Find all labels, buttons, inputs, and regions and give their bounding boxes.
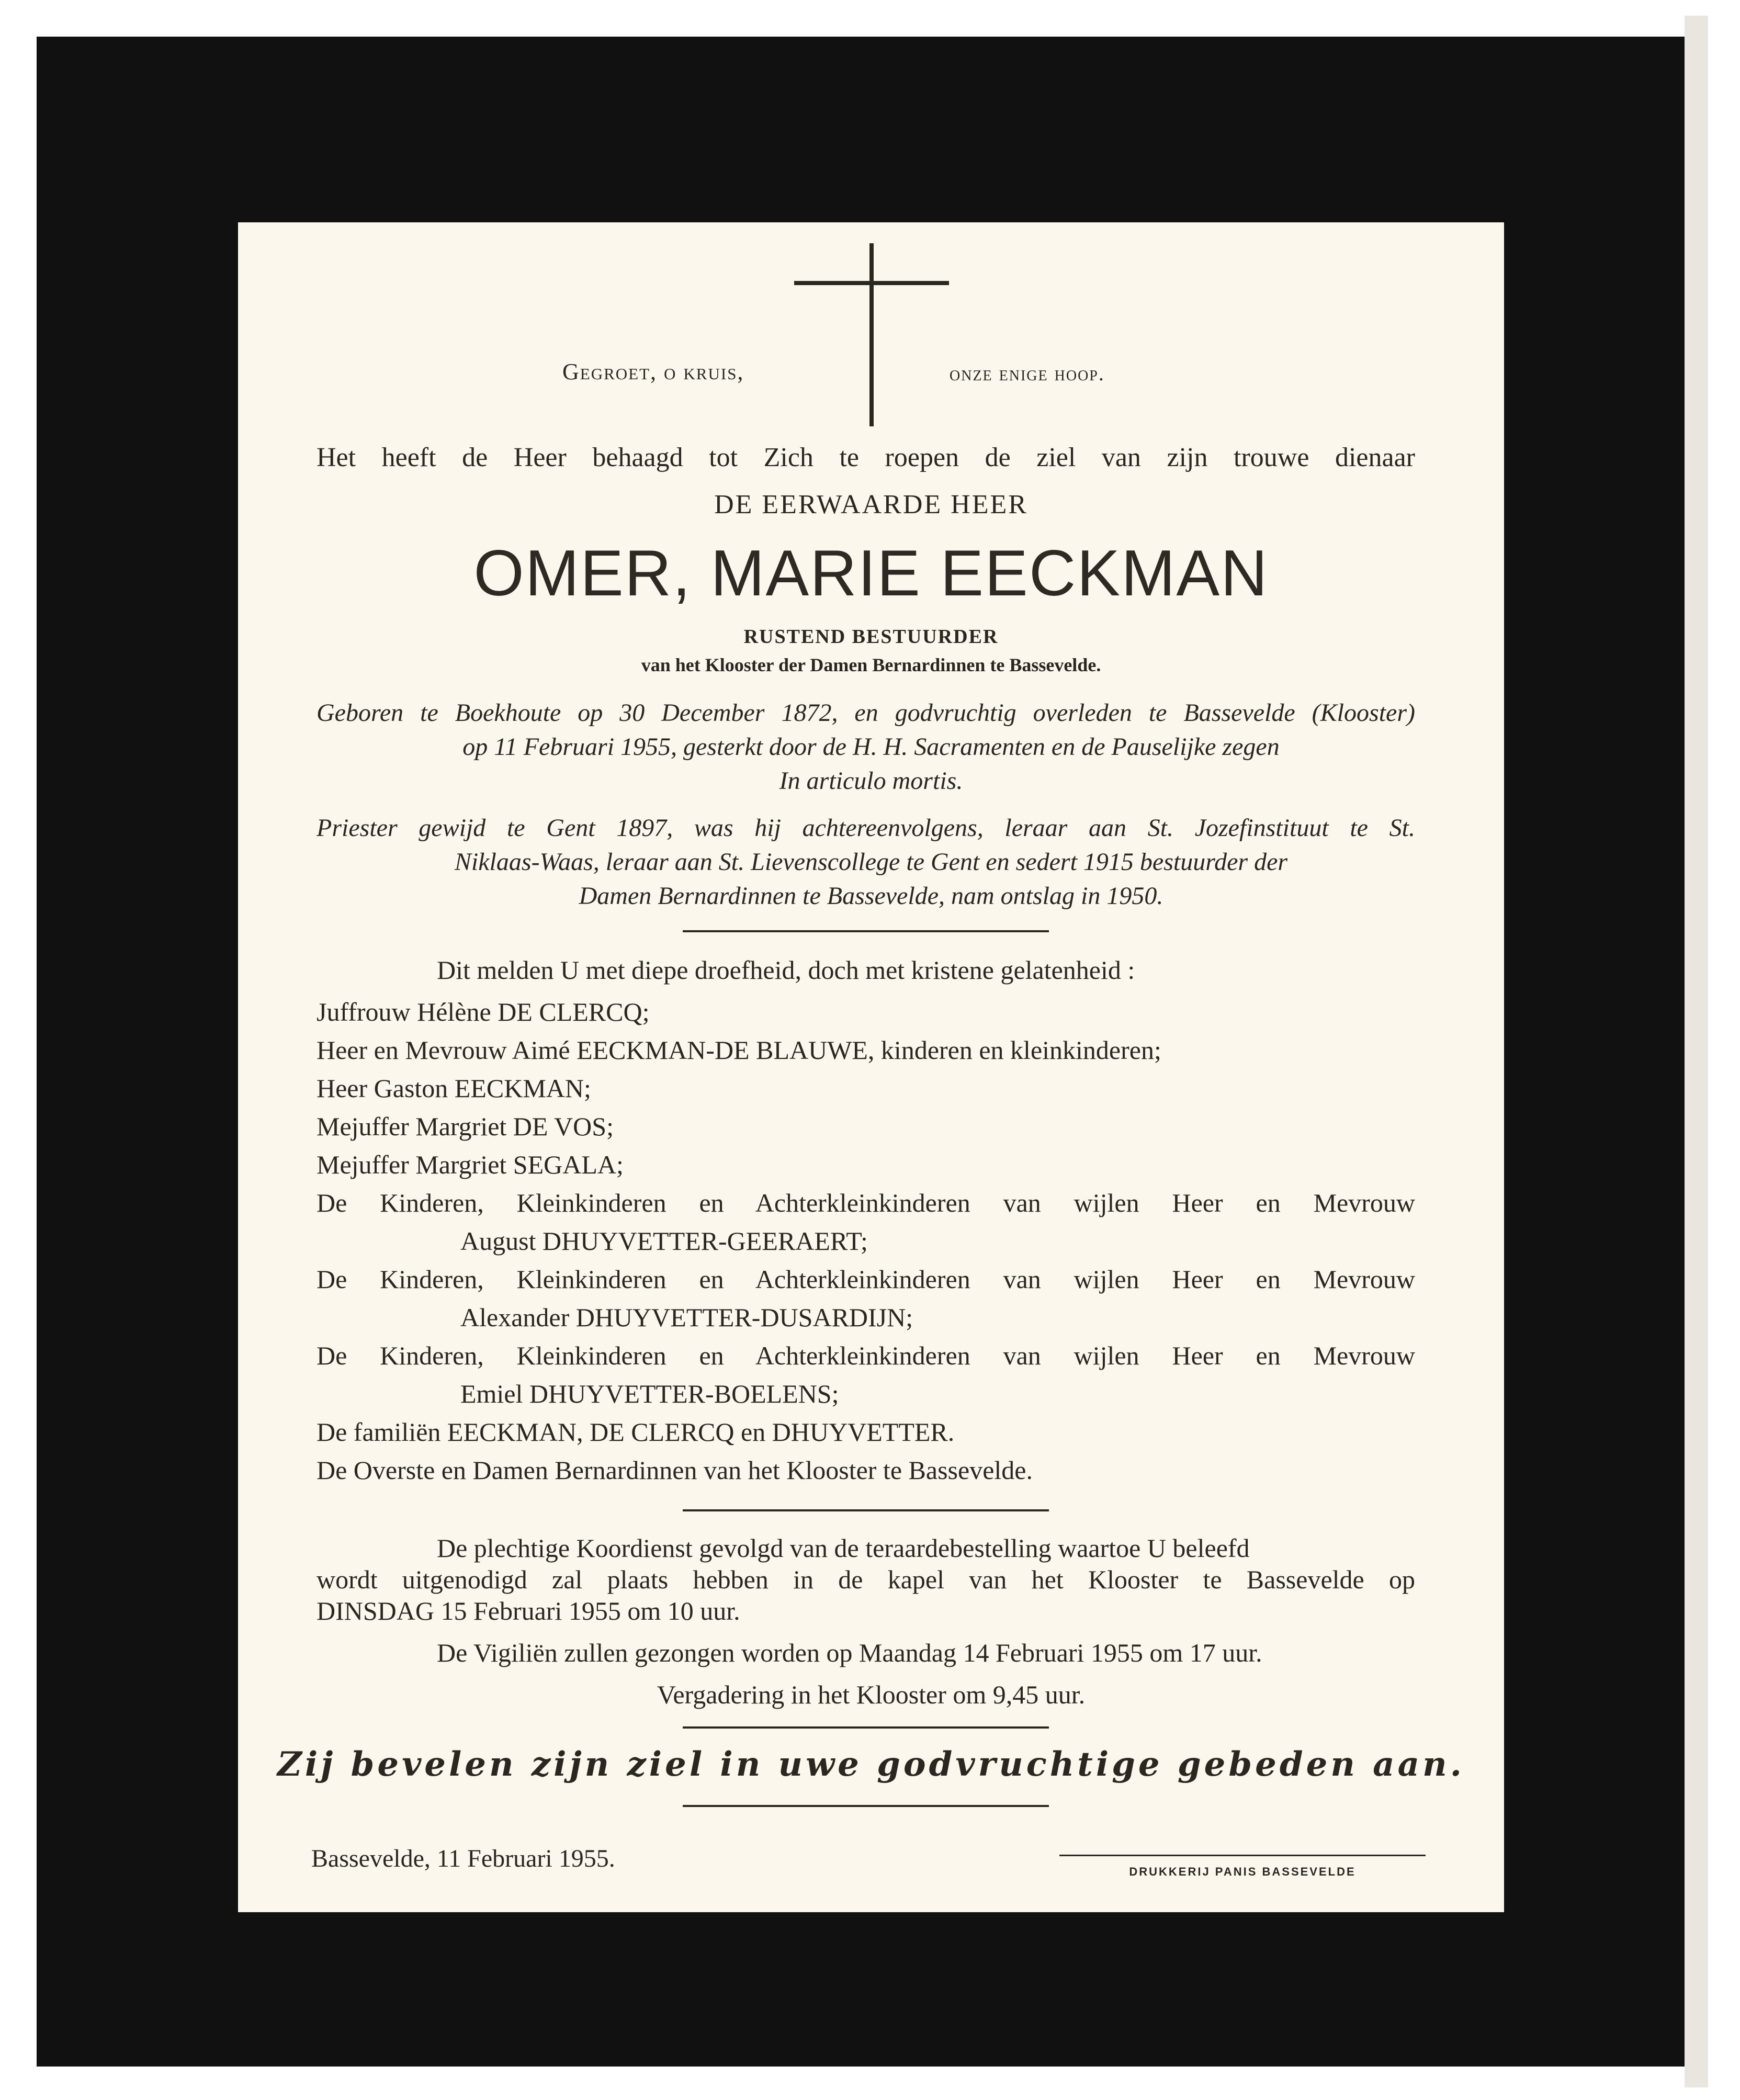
death-notice-card	[238, 222, 1504, 1912]
institution-line: van het Klooster der Damen Bernardinnen te Bassevelde.	[641, 654, 1101, 675]
mourner-line: De Kinderen, Kleinkinderen en Achterkleinkinderen van wijlen Heer en Mevrouw	[317, 1264, 1415, 1294]
mourner-line: Juffrouw Hélène DE CLERCQ;	[317, 997, 650, 1026]
birth-death-line-1: Geboren te Boekhoute op 30 December 1872, en godvruchtig overleden te Bassevelde (Klooster)	[317, 699, 1415, 727]
announcement-intro: Dit melden U met diepe droefheid, doch met kristene gelatenheid :	[437, 955, 1135, 985]
service-line-1: De plechtige Koordienst gevolgd van de teraardebestelling waartoe U beleefd	[437, 1533, 1250, 1563]
cross-icon	[869, 243, 874, 426]
intro-line: Het heeft de Heer behaagd tot Zich te roepen de ziel van zijn trouwe dienaar	[317, 443, 1415, 472]
cross-icon-bar	[794, 281, 949, 285]
mourner-line: Mejuffer Margriet SEGALA;	[317, 1150, 624, 1179]
service-line-2: wordt uitgenodigd zal plaats hebben in de kapel van het Klooster te Bassevelde op	[317, 1565, 1415, 1594]
mourner-line: Emiel DHUYVETTER-BOELENS;	[460, 1379, 839, 1408]
place-date: Bassevelde, 11 Februari 1955.	[311, 1845, 615, 1872]
mourner-line: Heer en Mevrouw Aimé EECKMAN-DE BLAUWE, kinderen en kleinkinderen;	[317, 1035, 1161, 1065]
career-line-3: Damen Bernardinnen te Bassevelde, nam ontslag in 1950.	[579, 882, 1163, 910]
mourner-line: Mejuffer Margriet DE VOS;	[317, 1112, 614, 1141]
birth-death-line-3: In articulo mortis.	[779, 767, 963, 795]
mourner-line: De Kinderen, Kleinkinderen en Achterkleinkinderen van wijlen Heer en Mevrouw	[317, 1188, 1415, 1217]
mourner-line: De familiën EECKMAN, DE CLERCQ en DHUYVETTER.	[317, 1417, 955, 1447]
vigil-line: De Vigiliën zullen gezongen worden op Maandag 14 Februari 1955 om 17 uur.	[437, 1638, 1262, 1667]
career-line-2: Niklaas-Waas, leraar aan St. Lievenscollege te Gent en sedert 1915 bestuurder der	[454, 848, 1288, 876]
divider	[683, 1805, 1049, 1807]
divider	[683, 930, 1049, 932]
deceased-name: OMER, MARIE EECKMAN	[473, 537, 1269, 609]
divider	[683, 1726, 1049, 1729]
greeting-right: onze enige hoop.	[950, 362, 1105, 385]
paper-edge	[1685, 16, 1708, 2087]
printer-rule	[1059, 1855, 1426, 1856]
greeting-left: Gegroet, o kruis,	[562, 359, 744, 385]
divider	[683, 1509, 1049, 1511]
career-line-1: Priester gewijd te Gent 1897, was hij achtereenvolgens, leraar aan St. Jozefinstituut te St.	[317, 814, 1415, 842]
printer-line: DRUKKERIJ PANIS BASSEVELDE	[1129, 1865, 1356, 1878]
title-line: DE EERWAARDE HEER	[714, 490, 1028, 520]
mourner-line: De Overste en Damen Bernardinnen van het Klooster te Bassevelde.	[317, 1455, 1033, 1485]
birth-death-line-2: op 11 Februari 1955, gesterkt door de H. H. Sacramenten en de Pauselijke zegen	[462, 733, 1280, 761]
mourner-line: Heer Gaston EECKMAN;	[317, 1074, 591, 1103]
role-line: RUSTEND BESTUURDER	[743, 626, 999, 648]
mourner-line: Alexander DHUYVETTER-DUSARDIJN;	[460, 1303, 913, 1332]
mourner-line: De Kinderen, Kleinkinderen en Achterkleinkinderen van wijlen Heer en Mevrouw	[317, 1341, 1415, 1370]
mourner-line: August DHUYVETTER-GEERAERT;	[460, 1226, 868, 1256]
gathering-line: Vergadering in het Klooster om 9,45 uur.	[657, 1680, 1086, 1709]
prayer-line: Zij bevelen zijn ziel in uwe godvruchtige gebeden aan.	[277, 1745, 1465, 1784]
service-line-3: DINSDAG 15 Februari 1955 om 10 uur.	[317, 1596, 740, 1625]
